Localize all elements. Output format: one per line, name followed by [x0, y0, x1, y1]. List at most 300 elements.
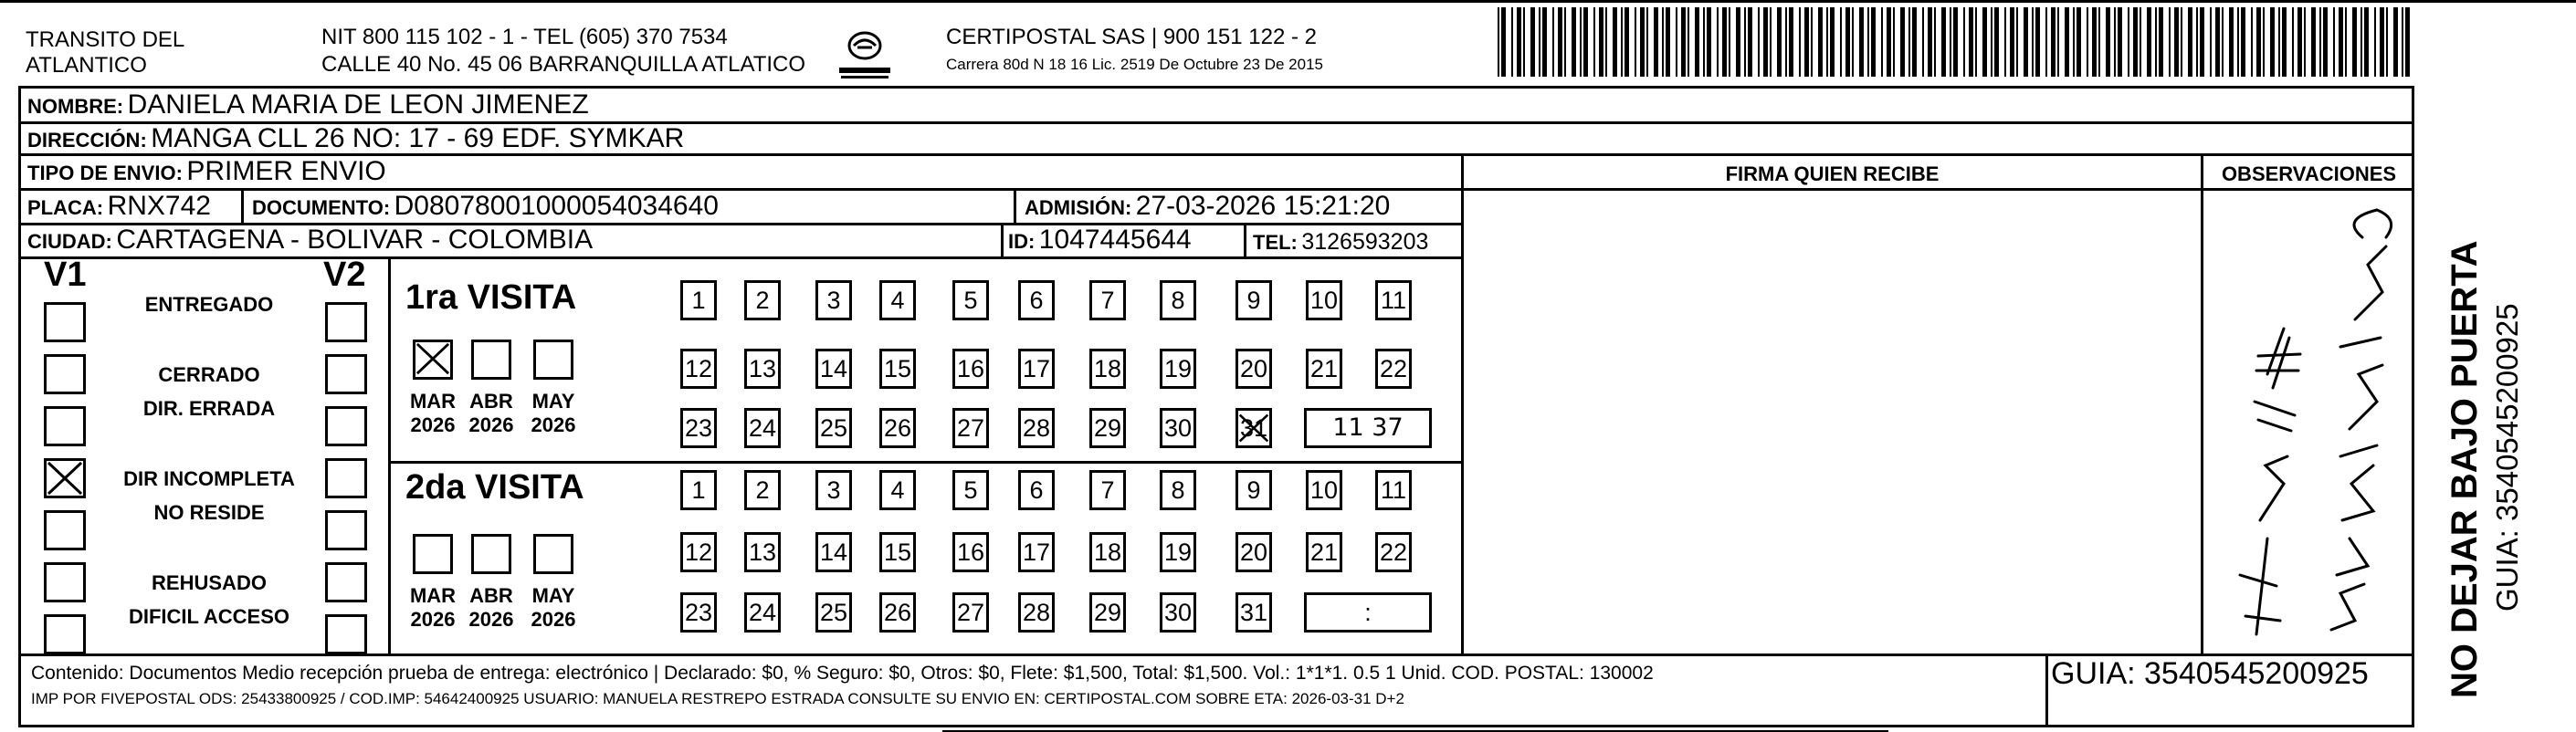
v1-checkbox[interactable] [44, 614, 86, 654]
barcode-bar [2263, 7, 2265, 77]
month-name: MAY [531, 390, 575, 413]
month-name: MAR [409, 390, 457, 413]
month-checkbox[interactable] [413, 534, 453, 574]
month-year: 2026 [468, 608, 514, 631]
barcode-bar [1662, 7, 1664, 77]
month-checkbox[interactable] [413, 340, 453, 380]
issuer-name [26, 27, 300, 78]
day-checkbox[interactable]: 12 [680, 532, 717, 572]
status-label: DIFICIL ACCESO [128, 605, 289, 628]
barcode-bar [2045, 7, 2047, 77]
barcode-bar [1799, 7, 1801, 77]
barcode-bar [1969, 7, 1973, 77]
tel-label: TEL: [1253, 231, 1298, 254]
barcode-bar [2311, 7, 2316, 77]
barcode-bar [2128, 7, 2129, 77]
day-checkbox[interactable]: 30 [1160, 408, 1196, 448]
month-year: 2026 [531, 608, 576, 631]
barcode-bar [2106, 7, 2110, 77]
barcode-bar [1572, 7, 1576, 77]
barcode-bar [1593, 7, 1595, 77]
day-checkbox[interactable]: 29 [1089, 408, 1126, 448]
v2-checkbox[interactable] [325, 458, 367, 498]
day-checkbox[interactable]: 25 [815, 408, 852, 448]
barcode-bar [1599, 7, 1603, 77]
barcode-bar [1736, 7, 1740, 77]
day-checkbox[interactable]: 7 [1089, 280, 1126, 320]
day-checkbox[interactable]: 15 [879, 532, 916, 572]
barcode-bar [2188, 7, 2192, 77]
barcode-bar [2339, 7, 2343, 77]
day-checkbox[interactable]: 26 [879, 408, 916, 448]
id-value: 1047445644 [1038, 225, 1192, 255]
day-checkbox[interactable]: 11 [1375, 470, 1412, 510]
barcode-bar [1912, 7, 1917, 77]
no-dejar-bajo-puerta: NO DEJAR BAJO PUERTA [2445, 240, 2485, 698]
month-year: 2026 [410, 413, 456, 436]
barcode-bar [2319, 7, 2321, 77]
v2-checkbox[interactable] [325, 354, 367, 394]
barcode-bar [2215, 7, 2220, 77]
day-checkbox[interactable]: 9 [1235, 280, 1272, 320]
day-checkbox[interactable]: 24 [744, 592, 781, 633]
v2-checkbox[interactable] [325, 302, 367, 342]
barcode-bar [2386, 7, 2388, 77]
barcode-bar [1900, 7, 1905, 77]
day-checkbox[interactable]: 6 [1018, 470, 1055, 510]
barcode-bar [2270, 7, 2275, 77]
barcode-bar [2077, 7, 2081, 77]
barcode-bar [1605, 7, 1607, 77]
barcode-bar [1785, 7, 1787, 77]
v1-checkbox[interactable] [44, 354, 86, 394]
barcode-bar [1994, 7, 1999, 77]
month-checkbox[interactable] [471, 534, 511, 574]
v1-checkbox[interactable] [44, 302, 86, 342]
barcode-bar [1517, 7, 1521, 77]
admision-label: ADMISIÓN: [1025, 196, 1132, 219]
day-checkbox[interactable]: 5 [952, 280, 989, 320]
barcode-bar [2004, 7, 2006, 77]
barcode-bar [2032, 7, 2034, 77]
col-divider [2045, 654, 2048, 727]
v1-checkbox[interactable] [44, 406, 86, 446]
day-checkbox[interactable]: 9 [1235, 470, 1272, 510]
barcode-bar [2405, 7, 2410, 77]
day-checkbox[interactable]: 12 [680, 349, 717, 389]
day-checkbox[interactable]: 15 [879, 349, 916, 389]
barcode-bar [2114, 7, 2116, 77]
nombre-label: NOMBRE: [27, 95, 124, 118]
barcode-bar [2035, 7, 2040, 77]
day-checkbox[interactable]: 14 [815, 349, 852, 389]
barcode-bar [1830, 7, 1835, 77]
day-checkbox[interactable]: 13 [744, 532, 781, 572]
col-divider [241, 188, 244, 223]
day-checkbox[interactable]: 3 [815, 470, 852, 510]
col-divider [1001, 223, 1004, 256]
status-label: DIR INCOMPLETA [123, 467, 295, 490]
day-checkbox[interactable]: 1 [680, 280, 717, 320]
month-checkbox[interactable] [471, 340, 511, 380]
barcode-bar [2087, 7, 2088, 77]
barcode-bar [2051, 7, 2056, 77]
barcode-bar [1722, 7, 1727, 77]
day-checkbox[interactable]: 30 [1160, 592, 1196, 633]
issuer-contact [321, 24, 833, 78]
barcode-bar [2297, 7, 2302, 77]
month-label [464, 584, 519, 632]
barcode-bar [2169, 7, 2171, 77]
day-checkbox[interactable]: 31 [1235, 592, 1272, 633]
month-year: 2026 [468, 413, 514, 436]
id-label: ID: [1008, 230, 1036, 253]
barcode-bar [2352, 7, 2357, 77]
ciudad-value: CARTAGENA - BOLIVAR - COLOMBIA [116, 225, 594, 255]
barcode-bar [1580, 7, 1582, 77]
day-checkbox[interactable]: 24 [744, 408, 781, 448]
barcode-bar [1654, 7, 1658, 77]
ciudad-label: CIUDAD: [27, 230, 112, 253]
tel-value: 3126593203 [1301, 229, 1429, 255]
issuer-line-2: ATLANTICO [26, 53, 147, 78]
barcode-bar [1695, 7, 1699, 77]
barcode-bar [1501, 7, 1506, 77]
month-label [464, 390, 519, 437]
barcode-bar [1867, 7, 1869, 77]
barcode-bar [2196, 7, 2198, 77]
barcode-bar [2181, 7, 2182, 77]
barcode-bar [1539, 7, 1540, 77]
barcode-bar [1982, 7, 1987, 77]
nombre-field [27, 89, 589, 125]
day-checkbox[interactable]: 17 [1018, 532, 1055, 572]
day-checkbox[interactable]: 28 [1018, 408, 1055, 448]
barcode-bar [2282, 7, 2287, 77]
month-name: ABR [469, 390, 513, 413]
barcode-bar [1840, 7, 1842, 77]
v1-header: V1 [44, 256, 87, 294]
barcode-bar [2374, 7, 2376, 77]
certipostal-line-2: Carrera 80d N 18 16 Lic. 2519 De Octubre 23 De 2015 [946, 56, 1323, 73]
nit-line: NIT 800 115 102 - 1 - TEL (605) 370 7534 [321, 25, 728, 49]
day-checkbox[interactable]: 19 [1160, 532, 1196, 572]
day-checkbox[interactable]: 22 [1375, 349, 1412, 389]
day-checkbox[interactable]: 2 [744, 280, 781, 320]
day-checkbox[interactable]: 8 [1160, 470, 1196, 510]
day-checkbox[interactable]: 28 [1018, 592, 1055, 633]
barcode-bar [2092, 7, 2097, 77]
month-label [526, 584, 581, 632]
barcode-bar [1963, 7, 1965, 77]
barcode-bar [1859, 7, 1864, 77]
v2-checkbox[interactable] [325, 614, 367, 654]
admision-field [1025, 191, 1390, 226]
direccion-label: DIRECCIÓN: [27, 129, 147, 152]
footer-print-info: IMP POR FIVEPOSTAL ODS: 25433800925 / COD.IMP: 54642400925 USUARIO: MANUELA RESTREPO ESTRADA CONSULTE SU ENVIO EN: CERTIPOSTAL.COM SOBRE ETA: 2026-03-31 D+2 [31, 690, 1404, 707]
certipostal-info [946, 24, 1476, 78]
documento-value: D080780010000540346​40 [394, 191, 719, 221]
barcode-bar [1871, 7, 1876, 77]
day-checkbox[interactable]: 31 [1235, 408, 1272, 448]
barcode-bar [2010, 7, 2014, 77]
issuer-line-1: TRANSITO DEL [26, 27, 185, 52]
day-checkbox[interactable]: 3 [815, 280, 852, 320]
barcode-bar [1511, 7, 1513, 77]
barcode-bar [1729, 7, 1730, 77]
barcode-bar [2210, 7, 2212, 77]
barcode-bar [1991, 7, 1992, 77]
tipo-envio-label: TIPO DE ENVIO: [27, 162, 183, 184]
admision-value: 27-03-2026 15:21:20 [1135, 191, 1391, 221]
col-divider [1014, 188, 1016, 223]
barcode-bar [2016, 7, 2018, 77]
barcode-bar [1703, 7, 1705, 77]
barcode-bar [1635, 7, 1636, 77]
v1-checkbox[interactable] [44, 458, 86, 498]
barcode-bar [1789, 7, 1793, 77]
placa-value: RNX742 [107, 191, 211, 221]
barcode-bar [1552, 7, 1554, 77]
side-notice [2422, 100, 2559, 703]
barcode-bar [1922, 7, 1924, 77]
ciudad-field [27, 225, 593, 260]
certipostal-logo-icon [834, 27, 896, 82]
day-checkbox[interactable]: 22 [1375, 532, 1412, 572]
month-year: 2026 [531, 413, 576, 436]
barcode-bar [1583, 7, 1588, 77]
first-visit-title: 1ra VISITA [405, 278, 577, 317]
month-name: MAR [409, 584, 457, 607]
tipo-envio-field [27, 156, 386, 192]
barcode-bar [2292, 7, 2294, 77]
v1-checkbox[interactable] [44, 562, 86, 602]
barcode-bar [1770, 7, 1772, 77]
v2-checkbox[interactable] [325, 510, 367, 550]
barcode-bar [2140, 7, 2141, 77]
barcode-bar [2364, 7, 2369, 77]
barcode-bar [2304, 7, 2306, 77]
barcode-bar [1804, 7, 1809, 77]
observaciones-handwriting [2203, 192, 2414, 654]
barcode-bar [1928, 7, 1932, 77]
status-label: DIR. ERRADA [142, 397, 276, 420]
day-checkbox[interactable]: 27 [952, 592, 989, 633]
v2-header: V2 [323, 256, 366, 294]
barcode-bar [1744, 7, 1746, 77]
barcode-bar [1763, 7, 1768, 77]
day-checkbox[interactable]: 1 [680, 470, 717, 510]
day-checkbox[interactable]: 25 [815, 592, 852, 633]
barcode-bar [1564, 7, 1566, 77]
time-box[interactable]: 11 37 [1304, 408, 1432, 448]
month-name: MAY [531, 584, 575, 607]
barcode-bar [2278, 7, 2280, 77]
barcode-bar [1613, 7, 1617, 77]
time-box[interactable]: : [1304, 592, 1432, 633]
tipo-envio-value: PRIMER ENVIO [186, 156, 386, 186]
barcode-bar [1950, 7, 1951, 77]
barcode-bar [1523, 7, 1525, 77]
barcode-bar [1640, 7, 1645, 77]
barcode-bar [1953, 7, 1958, 77]
barcode-bar [2147, 7, 2151, 77]
v2-checkbox[interactable] [325, 562, 367, 602]
day-checkbox[interactable]: 21 [1306, 349, 1342, 389]
id-field [1008, 225, 1192, 260]
day-checkbox[interactable]: 11 [1375, 280, 1412, 320]
tel-field [1253, 226, 1428, 261]
barcode-bar [1621, 7, 1623, 77]
barcode-bar [2155, 7, 2157, 77]
barcode-bar [1624, 7, 1629, 77]
barcode-bar [1845, 7, 1850, 77]
barcode-bar [1852, 7, 1854, 77]
barcode-bar [2229, 7, 2234, 77]
day-checkbox[interactable]: 23 [680, 408, 717, 448]
barcode-bar [1558, 7, 1562, 77]
barcode-bar [2174, 7, 2179, 77]
day-checkbox[interactable]: 10 [1306, 280, 1342, 320]
firma-column-title: FIRMA QUIEN RECIBE [1725, 162, 1940, 185]
barcode-bar [2065, 7, 2069, 77]
barcode-bar [1676, 7, 1677, 77]
top-rule [0, 0, 2576, 3]
v1-checkbox[interactable] [44, 510, 86, 550]
footer-contents: Contenido: Documentos Medio recepción prueba de entrega: electrónico | Declarado: $0, % Seguro: $0, Otros: $0, Flete: $1,500, Total: $1,500. Vol.: 1*1*1. 0.5 1 Unid. COD. POSTAL: 130002 [31, 663, 1654, 684]
day-checkbox[interactable]: 16 [952, 349, 989, 389]
month-checkbox[interactable] [533, 534, 573, 574]
col-divider [388, 256, 391, 654]
barcode-bar [1818, 7, 1823, 77]
barcode-bar [2323, 7, 2328, 77]
day-checkbox[interactable]: 27 [952, 408, 989, 448]
barcode-bar [2222, 7, 2224, 77]
status-label: CERRADO [158, 363, 260, 386]
barcode-bar [1934, 7, 1936, 77]
row-divider [388, 461, 1461, 464]
day-checkbox[interactable]: 18 [1089, 349, 1126, 389]
barcode-bar [2024, 7, 2028, 77]
day-checkbox[interactable]: 29 [1089, 592, 1126, 633]
second-visit-title: 2da VISITA [405, 468, 584, 507]
documento-field [252, 191, 719, 226]
direccion-field [27, 123, 684, 159]
barcode-bar [2133, 7, 2138, 77]
barcode-bar [2345, 7, 2347, 77]
day-checkbox[interactable]: 10 [1306, 470, 1342, 510]
guia-number: GUIA: 3540545200925 [2051, 656, 2369, 691]
day-checkbox[interactable]: 2 [744, 470, 781, 510]
barcode-bar [1758, 7, 1760, 77]
barcode-bar [1881, 7, 1883, 77]
barcode-bar [2360, 7, 2362, 77]
day-checkbox[interactable]: 6 [1018, 280, 1055, 320]
day-checkbox[interactable]: 17 [1018, 349, 1055, 389]
col-divider [1461, 153, 1464, 654]
day-checkbox[interactable]: 14 [815, 532, 852, 572]
barcode-bar [1777, 7, 1782, 77]
barcode-bar [1941, 7, 1946, 77]
month-name: ABR [469, 584, 513, 607]
barcode-bar [1717, 7, 1719, 77]
day-checkbox[interactable]: 7 [1089, 470, 1126, 510]
day-checkbox[interactable]: 21 [1306, 532, 1342, 572]
observaciones-column-title: OBSERVACIONES [2221, 162, 2397, 185]
barcode-bar [1530, 7, 1535, 77]
day-checkbox[interactable]: 8 [1160, 280, 1196, 320]
certipostal-line-1: CERTIPOSTAL SAS | 900 151 122 - 2 [946, 25, 1317, 49]
address-line: CALLE 40 No. 45 06 BARRANQUILLA ATLATICO [321, 52, 806, 77]
month-label [526, 390, 581, 437]
barcode-bar [2333, 7, 2335, 77]
barcode-bar [2200, 7, 2204, 77]
direccion-value: MANGA CLL 26 NO: 17 - 69 EDF. SYMKAR [151, 123, 685, 153]
day-checkbox[interactable]: 13 [744, 349, 781, 389]
nombre-value: DANIELA MARIA DE LEON JIMENEZ [127, 89, 589, 120]
status-label: REHUSADO [152, 571, 267, 594]
barcode-bar [1666, 7, 1670, 77]
barcode-bar [2256, 7, 2261, 77]
barcode-bar [2118, 7, 2122, 77]
day-checkbox[interactable]: 4 [879, 470, 916, 510]
barcode-bar [2402, 7, 2403, 77]
barcode-bar [1646, 7, 1648, 77]
day-checkbox[interactable]: 23 [680, 592, 717, 633]
month-checkbox[interactable] [533, 340, 573, 380]
barcode-bar [1893, 7, 1895, 77]
barcode-bar [2241, 7, 2245, 77]
month-year: 2026 [410, 608, 456, 631]
barcode-bar [2393, 7, 2398, 77]
barcode-bar [1707, 7, 1711, 77]
barcode-bar [1681, 7, 1686, 77]
side-guia: GUIA: 3540545200925 [2490, 303, 2524, 612]
day-checkbox[interactable]: 20 [1235, 349, 1272, 389]
placa-field [27, 191, 211, 226]
col-divider [1244, 223, 1246, 256]
day-checkbox[interactable]: 5 [952, 470, 989, 510]
day-checkbox[interactable]: 19 [1160, 349, 1196, 389]
day-checkbox[interactable]: 18 [1089, 532, 1126, 572]
v2-checkbox[interactable] [325, 406, 367, 446]
barcode-bar [2098, 7, 2100, 77]
day-checkbox[interactable]: 26 [879, 592, 916, 633]
barcode-bar [2380, 7, 2384, 77]
day-checkbox[interactable]: 20 [1235, 532, 1272, 572]
barcode-bar [2251, 7, 2253, 77]
barcode-bar [2073, 7, 2075, 77]
day-checkbox[interactable]: 4 [879, 280, 916, 320]
barcode-bar [2159, 7, 2163, 77]
documento-label: DOCUMENTO: [252, 196, 391, 219]
barcode-bar [1887, 7, 1891, 77]
barcode-bar [1908, 7, 1910, 77]
barcode-bar [1542, 7, 1547, 77]
barcode-bar [1748, 7, 1752, 77]
day-checkbox[interactable]: 16 [952, 532, 989, 572]
barcode-bar [2237, 7, 2239, 77]
status-label: ENTREGADO [144, 293, 274, 316]
month-label [405, 584, 460, 632]
barcode-bar [1811, 7, 1813, 77]
barcode-bar [1975, 7, 1977, 77]
month-label [405, 390, 460, 437]
barcode-bar [1688, 7, 1689, 77]
status-label: NO RESIDE [153, 501, 265, 524]
barcode-bar [1498, 7, 1499, 77]
barcode-bar [2057, 7, 2059, 77]
